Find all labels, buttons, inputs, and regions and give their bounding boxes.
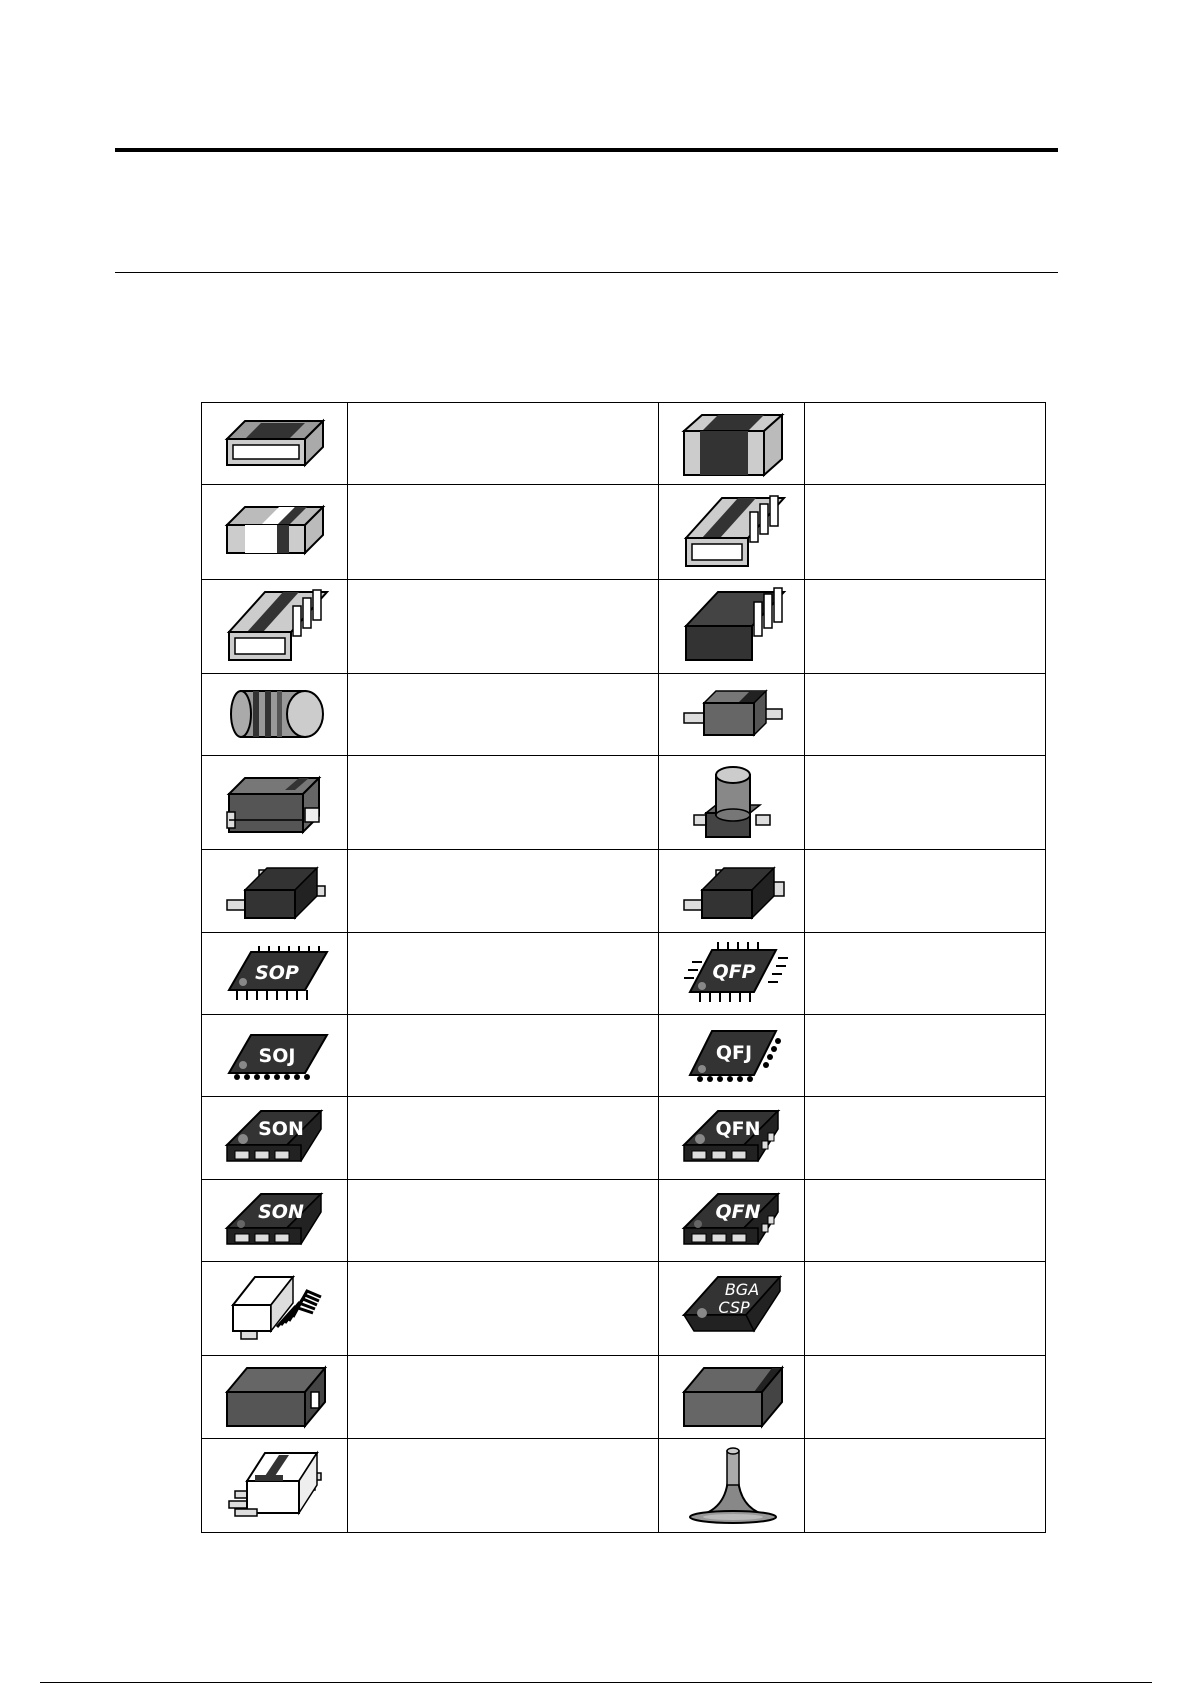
- list-item: [805, 756, 1046, 850]
- svg-text:QFJ: QFJ: [715, 1041, 752, 1064]
- electrolytic-capacitor-icon: [659, 756, 805, 850]
- chip-capacitor-icon: [659, 403, 805, 485]
- list-item: [348, 932, 659, 1014]
- table-row: [202, 1438, 1046, 1532]
- list-item: [805, 403, 1046, 485]
- list-item: [805, 850, 1046, 932]
- chip-block-icon: [202, 1356, 348, 1438]
- list-item: [805, 932, 1046, 1014]
- list-item: [348, 673, 659, 755]
- melf-icon: [202, 673, 348, 755]
- svg-text:SON: SON: [257, 1118, 304, 1141]
- list-item: [348, 485, 659, 579]
- son-package-icon: [202, 1179, 348, 1261]
- qfp-package-icon: [659, 932, 805, 1014]
- list-item: [805, 1262, 1046, 1356]
- tantalum-capacitor-icon: [202, 756, 348, 850]
- table-row: [202, 485, 1046, 579]
- son-package-icon: [202, 1097, 348, 1179]
- list-item: [805, 1015, 1046, 1097]
- table-row: [202, 1179, 1046, 1261]
- list-item: [348, 403, 659, 485]
- table-row: [202, 1356, 1046, 1438]
- list-item: [805, 579, 1046, 673]
- list-item: [348, 1356, 659, 1438]
- svg-text:BGA: BGA: [724, 1279, 759, 1299]
- svg-text:CSP: CSP: [717, 1297, 750, 1317]
- table-row: [202, 1097, 1046, 1179]
- list-item: [805, 1438, 1046, 1532]
- table-row: [202, 1015, 1046, 1097]
- table-row: [202, 1262, 1046, 1356]
- list-item: [805, 1179, 1046, 1261]
- qfj-package-icon: [659, 1015, 805, 1097]
- sot89-icon: [659, 850, 805, 932]
- table-row: [202, 403, 1046, 485]
- svg-text:QFN: QFN: [714, 1118, 761, 1141]
- list-item: [348, 1015, 659, 1097]
- section-rule: [115, 272, 1058, 273]
- capacitor-array-icon: [659, 579, 805, 673]
- resistor-array-icon: [202, 579, 348, 673]
- soj-package-icon: [202, 1015, 348, 1097]
- resistor-network-icon: [659, 485, 805, 579]
- svg-text:QFP: QFP: [711, 961, 756, 984]
- list-item: [348, 850, 659, 932]
- footer-rule: [40, 1682, 1152, 1683]
- chip-inductor-icon: [202, 485, 348, 579]
- list-item: [805, 1097, 1046, 1179]
- qfn-package-icon: [659, 1179, 805, 1261]
- list-item: [348, 1097, 659, 1179]
- sot23-icon: [202, 850, 348, 932]
- chip-block-icon: [659, 1356, 805, 1438]
- svg-text:QFN: QFN: [714, 1200, 761, 1223]
- list-item: [805, 673, 1046, 755]
- list-item: [348, 1438, 659, 1532]
- table-row: [202, 756, 1046, 850]
- component-table: [201, 402, 1046, 1533]
- table-row: [202, 579, 1046, 673]
- list-item: [805, 485, 1046, 579]
- sop-package-icon: [202, 932, 348, 1014]
- chip-resistor-icon: [202, 403, 348, 485]
- table-row: [202, 673, 1046, 755]
- qfn-package-icon: [659, 1097, 805, 1179]
- connector-icon: [202, 1262, 348, 1356]
- svg-text:SOJ: SOJ: [258, 1044, 295, 1067]
- list-item: [348, 756, 659, 850]
- table-row: [202, 850, 1046, 932]
- table-row: [202, 932, 1046, 1014]
- header-rule: [115, 148, 1058, 152]
- solder-fillet-icon: [659, 1438, 805, 1532]
- svg-text:SON: SON: [257, 1200, 304, 1223]
- svg-text:SOP: SOP: [254, 962, 299, 985]
- list-item: [348, 1262, 659, 1356]
- list-item: [805, 1356, 1046, 1438]
- sod-diode-icon: [659, 673, 805, 755]
- white-module-icon: [202, 1438, 348, 1532]
- bga-csp-package-icon: [659, 1262, 805, 1356]
- list-item: [348, 1179, 659, 1261]
- list-item: [348, 579, 659, 673]
